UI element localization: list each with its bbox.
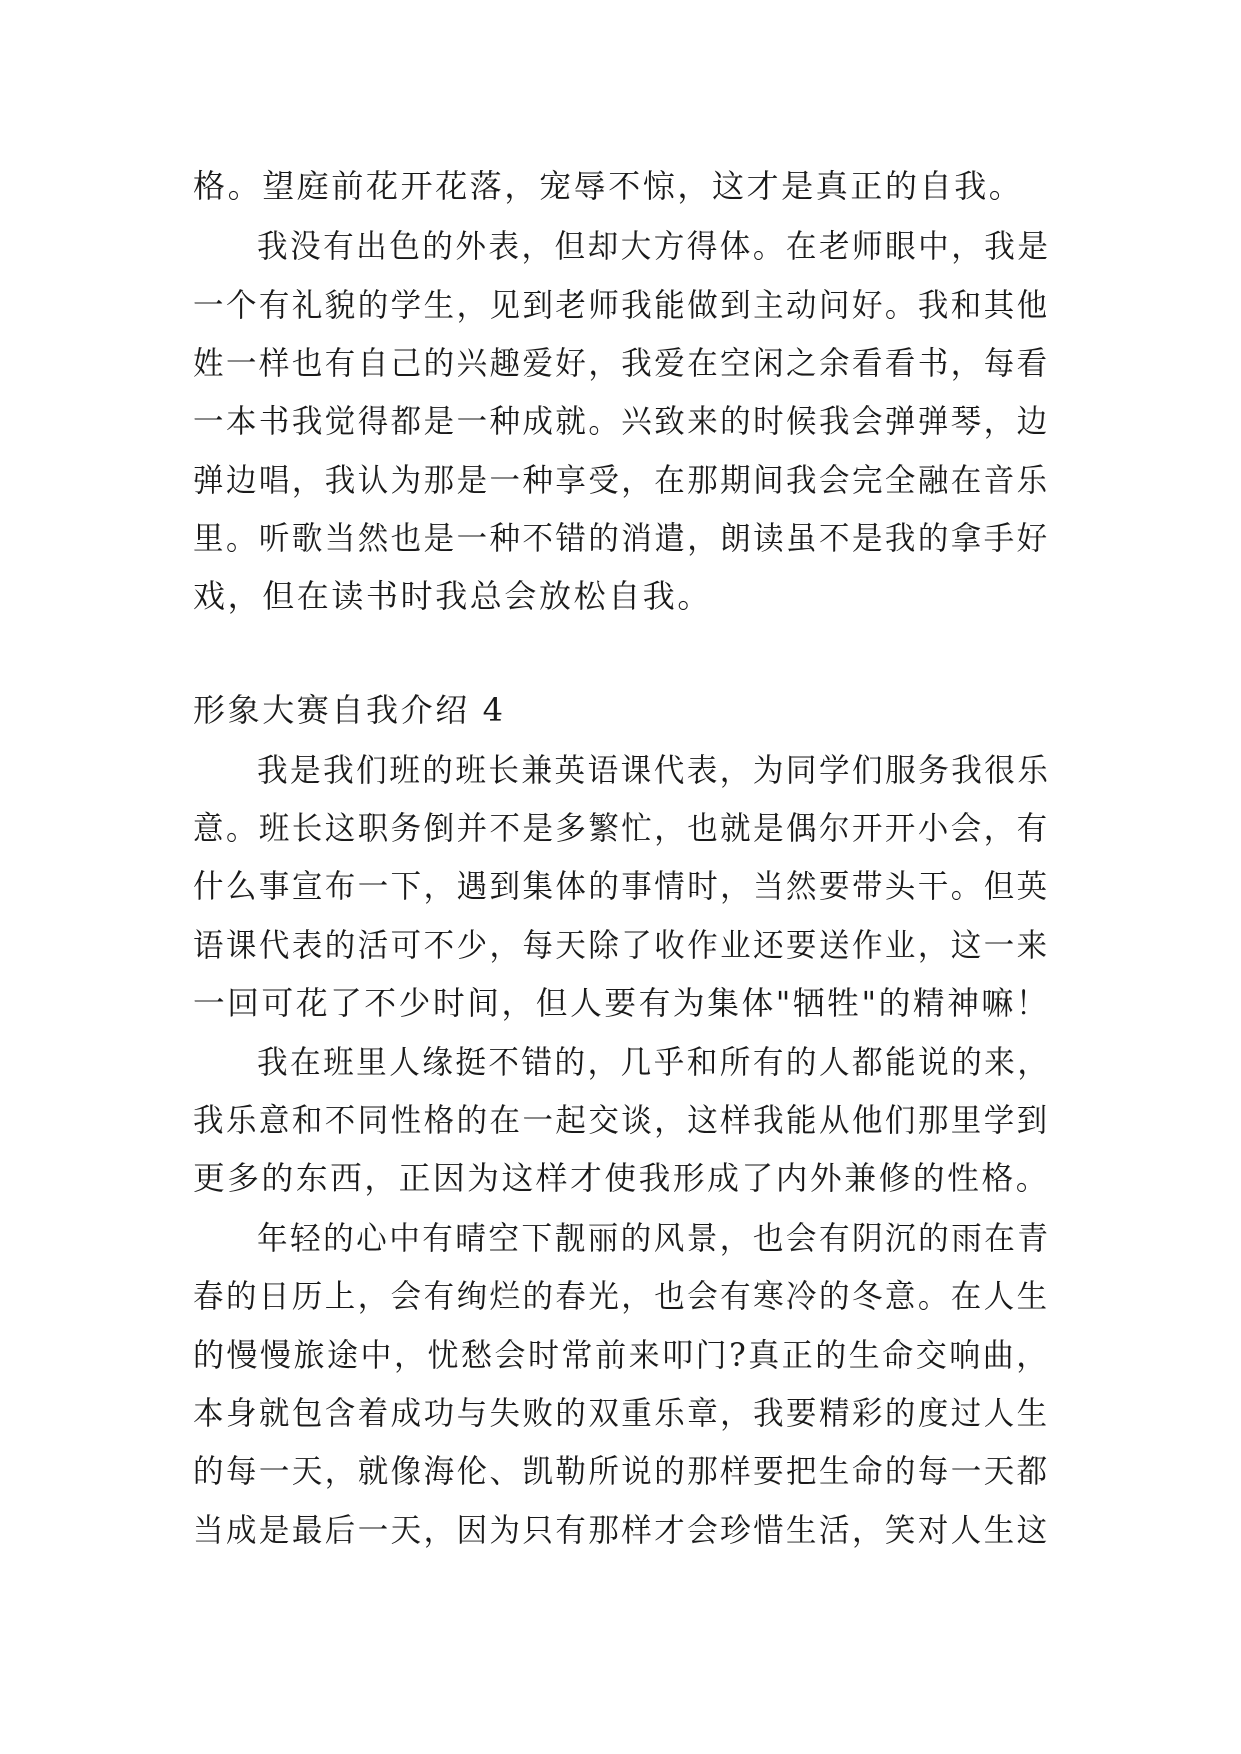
paragraph-first-line: 我没有出色的外表，但却大方得体。在老师眼中，我是 xyxy=(257,227,1051,265)
text-line: 本身就包含着成功与失败的双重乐章，我要精彩的度过人生 xyxy=(193,1394,1050,1432)
text-line: 一回可花了不少时间，但人要有为集体"牺牲"的精神嘛！ xyxy=(193,984,1051,1022)
text-line: 姓一样也有自己的兴趣爱好，我爱在空闲之余看看书，每看 xyxy=(193,344,1050,382)
text-line: 里。听歌当然也是一种不错的消遣，朗读虽不是我的拿手好 xyxy=(193,519,1050,557)
text-line: 什么事宣布一下，遇到集体的事情时，当然要带头干。但英 xyxy=(193,867,1050,905)
paragraph-first-line: 我是我们班的班长兼英语课代表，为同学们服务我很乐 xyxy=(257,751,1051,789)
paragraph-first-line: 年轻的心中有晴空下靓丽的风景，也会有阴沉的雨在青 xyxy=(257,1219,1051,1257)
text-line: 格。望庭前花开花落，宠辱不惊，这才是真正的自我。 xyxy=(193,167,1024,205)
text-line: 春的日历上，会有绚烂的春光，也会有寒冷的冬意。在人生 xyxy=(193,1277,1050,1315)
paragraph-first-line: 我在班里人缘挺不错的，几乎和所有的人都能说的来， xyxy=(257,1043,1051,1081)
text-line: 我乐意和不同性格的在一起交谈，这样我能从他们那里学到 xyxy=(193,1101,1050,1139)
text-line: 一个有礼貌的学生，见到老师我能做到主动问好。我和其他 xyxy=(193,286,1050,324)
text-line: 更多的东西，正因为这样才使我形成了内外兼修的性格。 xyxy=(193,1159,1051,1197)
section-heading: 形象大赛自我介绍 4 xyxy=(193,691,506,729)
text-line: 当成是最后一天，因为只有那样才会珍惜生活，笑对人生这 xyxy=(193,1511,1050,1549)
text-line: 弹边唱，我认为那是一种享受，在那期间我会完全融在音乐 xyxy=(193,461,1050,499)
text-line: 的每一天，就像海伦、凯勒所说的那样要把生命的每一天都 xyxy=(193,1452,1050,1490)
text-line: 的慢慢旅途中，忧愁会时常前来叩门?真正的生命交响曲， xyxy=(193,1336,1050,1374)
text-line: 一本书我觉得都是一种成就。兴致来的时候我会弹弹琴，边 xyxy=(193,402,1050,440)
text-line: 戏，但在读书时我总会放松自我。 xyxy=(193,577,713,615)
text-line: 意。班长这职务倒并不是多繁忙，也就是偶尔开开小会，有 xyxy=(193,809,1050,847)
text-line: 语课代表的活可不少，每天除了收作业还要送作业，这一来 xyxy=(193,926,1050,964)
